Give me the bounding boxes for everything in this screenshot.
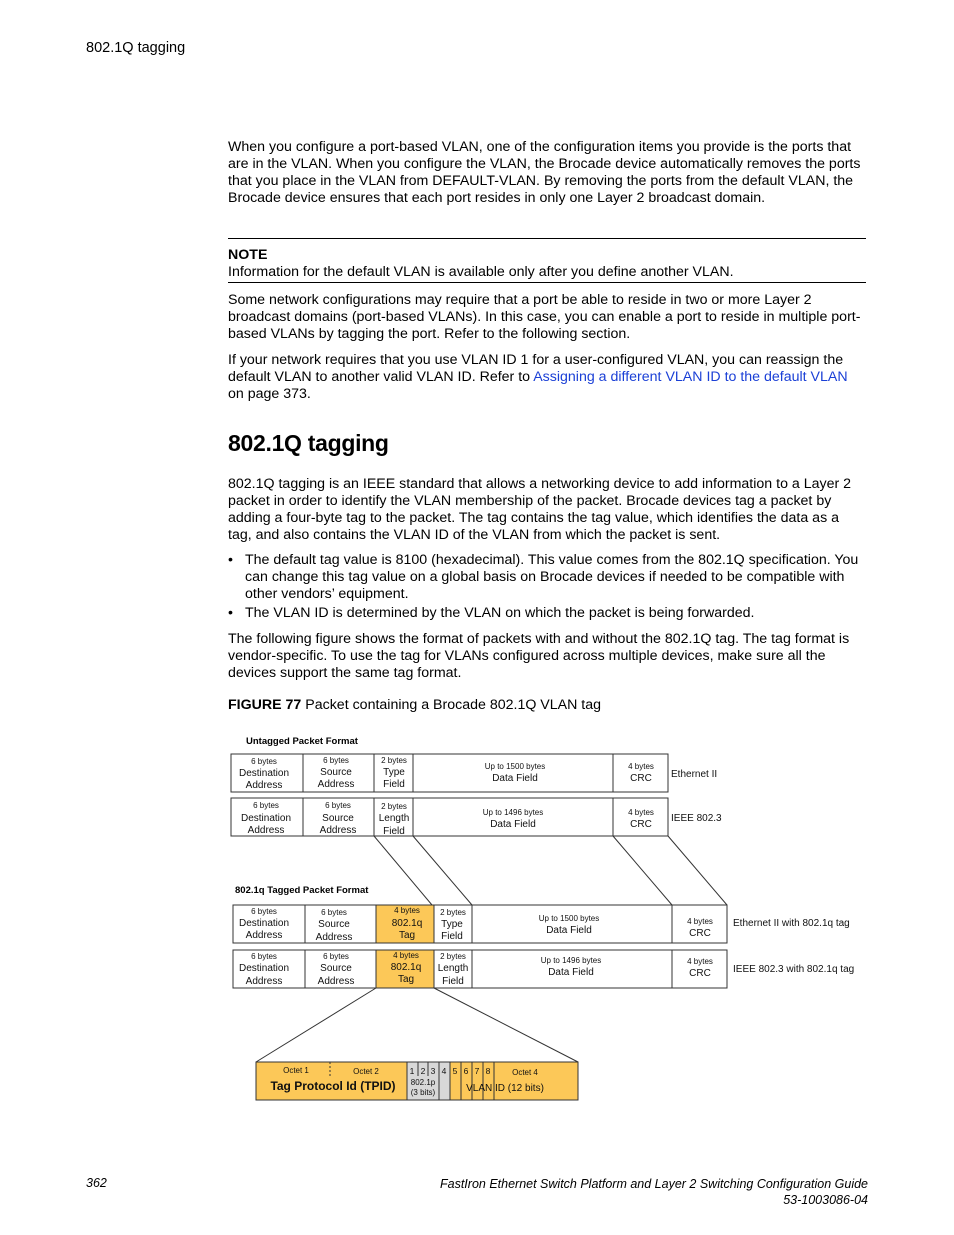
cell-size-label: 6 bytes xyxy=(323,952,349,961)
cell-label: Source xyxy=(318,919,350,930)
cell-label: Address xyxy=(247,825,285,836)
cell-label: Address xyxy=(317,779,355,790)
cell-label: Address xyxy=(319,825,357,836)
vlan-id-label: VLAN ID (12 bits) xyxy=(466,1083,544,1094)
cell-label: Field xyxy=(441,931,463,942)
tag-octet-label: Octet 4 xyxy=(512,1068,538,1077)
ethernet-ii-frame xyxy=(231,754,668,792)
cell-size-label: 6 bytes xyxy=(251,952,277,961)
assign-vlan-id-link[interactable]: Assigning a different VLAN ID to the default VLAN xyxy=(533,369,848,385)
ieee-8023-tagged-frame xyxy=(233,950,727,988)
cell-label: Data Field xyxy=(546,925,592,936)
cell-size-label: 2 bytes xyxy=(381,802,407,811)
cell-label: Length xyxy=(437,963,469,974)
cell-size-label: 4 bytes xyxy=(687,917,713,926)
cell-label: Field xyxy=(383,779,405,790)
cell-label: Field xyxy=(383,826,405,837)
cell-label: Source xyxy=(322,813,354,824)
tpid-label: Tag Protocol Id (TPID) xyxy=(270,1079,396,1093)
cell-size-label: 6 bytes xyxy=(251,757,277,766)
cell-size-label: 6 bytes xyxy=(323,756,349,765)
cell-label: Field xyxy=(442,976,464,987)
cell-label: Length xyxy=(378,813,410,824)
row-name-ieee-8023-tag: IEEE 802.3 with 802.1q tag xyxy=(733,964,855,975)
cell-label: Type xyxy=(441,919,463,930)
cell-label: Address xyxy=(245,976,283,987)
figure-intro-paragraph: The following figure shows the format of packets with and without the 802.1Q tag. The tag format is vendor-specific. To use the tag for VLANs configured across multiple devices, make sure all the devices support the same tag format. xyxy=(228,631,850,681)
cell-size-label: 2 bytes xyxy=(440,952,466,961)
cell-size-label: Up to 1500 bytes xyxy=(538,914,600,923)
note-title: NOTE xyxy=(228,247,268,263)
bullet-text: The VLAN ID is determined by the VLAN on which the packet is being forwarded. xyxy=(245,605,755,621)
guide-title: FastIron Ethernet Switch Platform and Layer 2 Switching Configuration Guide xyxy=(440,1177,868,1191)
footer-doc-info xyxy=(440,1176,868,1208)
cell-label: Address xyxy=(315,932,353,943)
cell-label: Address xyxy=(245,780,283,791)
tag-bit-label: 5 xyxy=(452,1066,458,1076)
intro-paragraph: When you configure a port-based VLAN, one of the configuration items you provide is the ports that are in the VLAN. When you configure the VLAN, the Brocade device automatically removes the ports that you place in the VLAN from DEFAULT-VLAN. By removing the ports from the default VLAN, the Brocade device ensures that each port resides in only one Layer 2 broadcast domain. xyxy=(228,139,861,206)
cell-size-label: Up to 1496 bytes xyxy=(540,956,602,965)
cell-label: Source xyxy=(320,963,352,974)
cell-size-label: 4 bytes xyxy=(394,906,420,915)
tag-octet-label: Octet 1 xyxy=(283,1066,309,1075)
cell-label: Data Field xyxy=(490,819,536,830)
cell-size-label: 2 bytes xyxy=(440,908,466,917)
tag-bit-label: 3 xyxy=(430,1066,436,1076)
cell-label: Tag xyxy=(397,974,415,985)
cell-label: 802.1q xyxy=(390,962,422,973)
row-name-ethernet-ii-tag: Ethernet II with 802.1q tag xyxy=(733,918,850,929)
cell-size-label: 6 bytes xyxy=(325,801,351,810)
ethernet-ii-tagged-frame xyxy=(233,905,727,943)
tagging-paragraph: 802.1Q tagging is an IEEE standard that allows a networking device to add information to a Layer 2 packet in order to identify the VLAN membership of the packet. Brocade devices tag a packet by adding a four-byte tag to the packet. The tag contains the tag value, which identifies the data as a tag, and also contains the VLAN ID of the VLAN from which the packet is sent. xyxy=(228,476,852,543)
tag-bit-label: 6 xyxy=(463,1066,469,1076)
cell-size-label: 6 bytes xyxy=(321,908,347,917)
running-header: 802.1Q tagging xyxy=(86,40,186,56)
row-name-ethernet-ii: Ethernet II xyxy=(671,769,718,780)
tag-bit-label: 4 xyxy=(441,1066,447,1076)
cell-size-label: 2 bytes xyxy=(381,756,407,765)
cell-size-label: 4 bytes xyxy=(628,762,654,771)
note-text: Information for the default VLAN is available only after you define another VLAN. xyxy=(228,264,734,280)
cell-label: CRC xyxy=(689,968,711,979)
cell-size-label: Up to 1496 bytes xyxy=(482,808,544,817)
default-vlan-text-before: If your network requires that you use VLAN ID 1 for a user-configured VLAN, you can reassign the default VLAN to another valid VLAN ID. Refer to xyxy=(228,352,844,385)
default-vlan-text-after: on page 373. xyxy=(228,386,311,402)
cell-label: Source xyxy=(320,767,352,778)
figure-label: FIGURE 77 xyxy=(228,697,302,713)
cell-size-label: 4 bytes xyxy=(393,951,419,960)
tag-bit-label: 8 xyxy=(485,1066,491,1076)
section-heading: 802.1Q tagging xyxy=(228,430,389,456)
cell-label: CRC xyxy=(689,928,711,939)
cell-label: 802.1q xyxy=(391,918,423,929)
page-number: 362 xyxy=(86,1176,107,1190)
cell-size-label: 6 bytes xyxy=(253,801,279,810)
cell-size-label: 4 bytes xyxy=(628,808,654,817)
cell-label: Type xyxy=(383,767,405,778)
ieee-8023-frame xyxy=(231,798,668,836)
cell-label: Destination xyxy=(238,918,290,929)
tag-bit-label: 2 xyxy=(420,1066,426,1076)
tagged-format-title: 802.1q Tagged Packet Format xyxy=(235,885,369,896)
cell-label: CRC xyxy=(630,819,652,830)
cell-label: CRC xyxy=(630,773,652,784)
untagged-format-title: Untagged Packet Format xyxy=(246,736,358,747)
cell-label: Data Field xyxy=(492,773,538,784)
cell-label: Address xyxy=(317,976,355,987)
doc-number: 53-1003086-04 xyxy=(783,1193,868,1207)
tag-bit-label: 1 xyxy=(409,1066,415,1076)
priority-label: 802.1p xyxy=(410,1078,436,1087)
cell-label: Data Field xyxy=(548,967,594,978)
tag-octet-label: Octet 2 xyxy=(353,1067,379,1076)
tag-bit-label: 7 xyxy=(474,1066,480,1076)
cell-label: Destination xyxy=(240,813,292,824)
multi-vlan-paragraph: Some network configurations may require that a port be able to reside in two or more Layer 2 broadcast domains (port-based VLANs). In this case, you can enable a port to reside in multiple port-based VLANs by tagging the port. Refer to the following section. xyxy=(228,292,861,342)
figure-caption-text: Packet containing a Brocade 802.1Q VLAN tag xyxy=(301,697,602,713)
bullet-marker: • xyxy=(228,552,233,568)
row-name-ieee-8023: IEEE 802.3 xyxy=(671,813,722,824)
cell-size-label: 4 bytes xyxy=(687,957,713,966)
bullet-marker: • xyxy=(228,605,233,621)
bullet-text: The default tag value is 8100 (hexadecimal). This value comes from the 802.1Q specification. You can change this tag value on a global basis on Brocade devices if needed to be compatible with other vendors’ equipment. xyxy=(245,552,859,602)
cell-label: Destination xyxy=(238,963,290,974)
cell-label: Destination xyxy=(238,768,290,779)
cell-label: Address xyxy=(245,930,283,941)
priority-bits-label: (3 bits) xyxy=(410,1088,436,1097)
cell-label: Tag xyxy=(398,930,416,941)
cell-size-label: Up to 1500 bytes xyxy=(484,762,546,771)
cell-size-label: 6 bytes xyxy=(251,907,277,916)
